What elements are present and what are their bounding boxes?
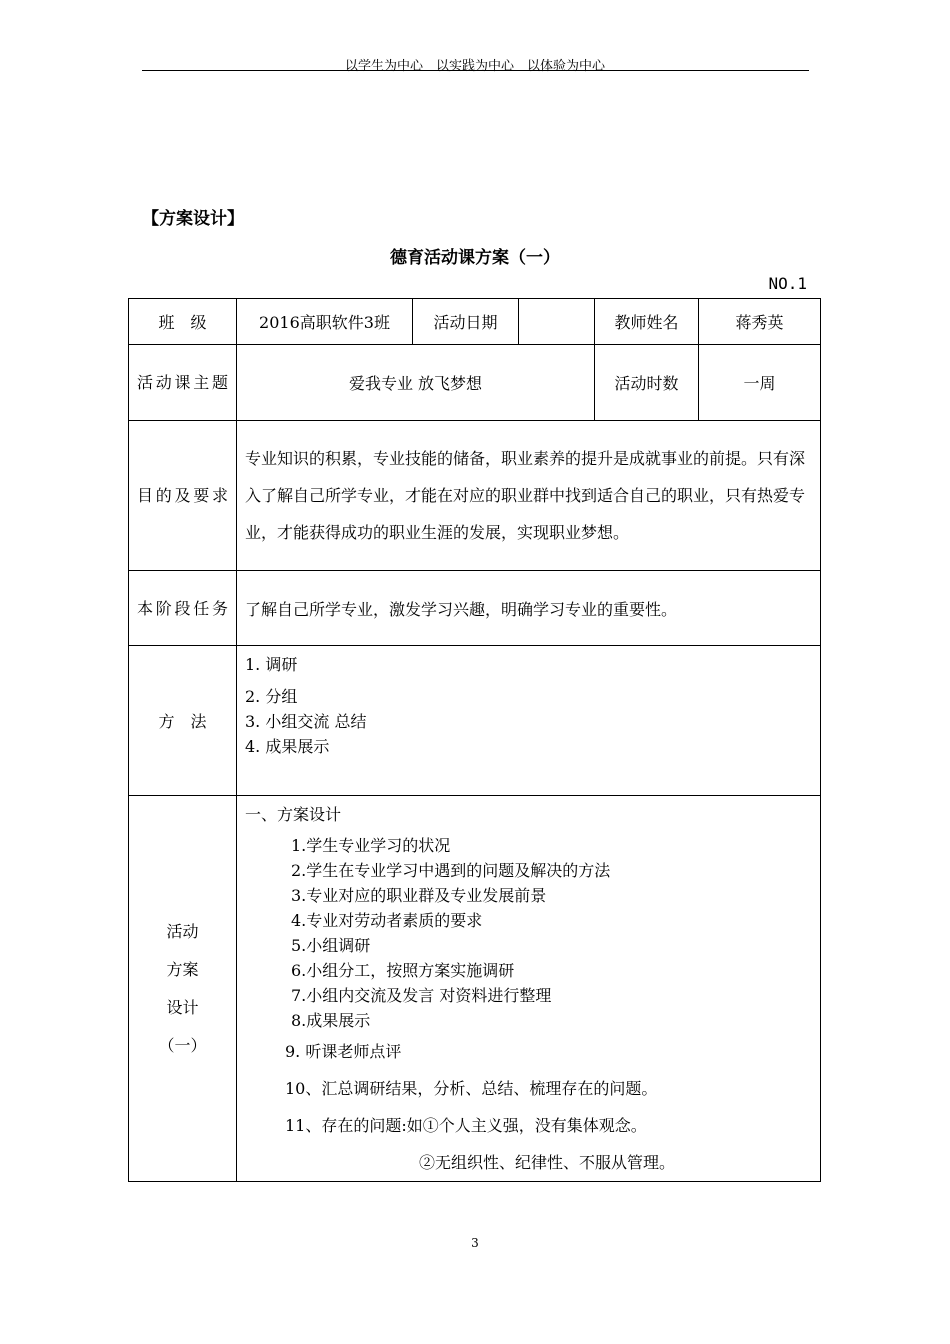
- table-row: [129, 299, 821, 345]
- hours-value: 一周: [699, 345, 821, 421]
- theme-label: 活动课主题: [129, 345, 237, 421]
- table-row: [129, 571, 821, 646]
- page-number: 3: [471, 1236, 479, 1250]
- design-item: ②无组织性、纪律性、不服从管理。: [419, 1153, 676, 1172]
- design-item: 10、汇总调研结果，分析、总结、梳理存在的问题。: [285, 1079, 658, 1098]
- design-item: 9. 听课老师点评: [285, 1042, 402, 1061]
- class-value: 2016高职软件3班: [237, 299, 413, 345]
- design-item: 2.学生在专业学习中遇到的问题及解决的方法: [291, 861, 611, 880]
- design-item: 1.学生专业学习的状况: [291, 836, 451, 855]
- table-row: [129, 646, 821, 796]
- design-item: 5.小组调研: [291, 936, 371, 955]
- table-row: [129, 345, 821, 421]
- hours-label: 活动时数: [595, 345, 699, 421]
- design-item: 8.成果展示: [291, 1011, 371, 1030]
- theme-value: 爱我专业 放飞梦想: [237, 345, 595, 421]
- plan-table: [128, 298, 821, 1182]
- method-item: 3. 小组交流 总结: [245, 712, 367, 731]
- methods-list: [237, 646, 821, 796]
- design-item: 11、存在的问题:如①个人主义强，没有集体观念。: [285, 1116, 647, 1135]
- method-item: 1. 调研: [245, 655, 298, 674]
- header-rule: [142, 70, 809, 71]
- class-label: 班 级: [129, 299, 237, 345]
- teacher-value: 蒋秀英: [699, 299, 821, 345]
- teacher-label: 教师姓名: [595, 299, 699, 345]
- date-label: 活动日期: [413, 299, 519, 345]
- task-text: 了解自己所学专业，激发学习兴趣，明确学习专业的重要性。: [237, 571, 821, 646]
- purpose-text: 专业知识的积累，专业技能的储备，职业素养的提升是成就事业的前提。只有深入了解自己所学专业，才能在对应的职业群中找到适合自己的职业，只有热爱专业，才能获得成功的职业生涯的发展，实现职业梦想。: [237, 421, 821, 571]
- design-label: 活动 方案 设计 （一）: [129, 796, 237, 1182]
- doc-title: 德育活动课方案（一）: [390, 248, 560, 268]
- design-item: 4.专业对劳动者素质的要求: [291, 911, 483, 930]
- design-item: 7.小组内交流及发言 对资料进行整理: [291, 986, 552, 1005]
- doc-number: NO.1: [768, 274, 807, 293]
- method-item: 4. 成果展示: [245, 737, 330, 756]
- design-content: [237, 796, 821, 1182]
- table-row: [129, 421, 821, 571]
- method-label: 方 法: [129, 646, 237, 796]
- header-text: 以学生为中心 以实践为中心 以体验为中心: [344, 59, 605, 74]
- purpose-label: 目的及要求: [129, 421, 237, 571]
- design-heading: 一、方案设计: [245, 805, 342, 824]
- task-label: 本阶段任务: [129, 571, 237, 646]
- design-item: 6.小组分工，按照方案实施调研: [291, 961, 515, 980]
- date-value: [519, 299, 595, 345]
- method-item: 2. 分组: [245, 687, 298, 706]
- table-row: [129, 796, 821, 1182]
- design-item: 3.专业对应的职业群及专业发展前景: [291, 886, 547, 905]
- section-title: 【方案设计】: [142, 209, 244, 229]
